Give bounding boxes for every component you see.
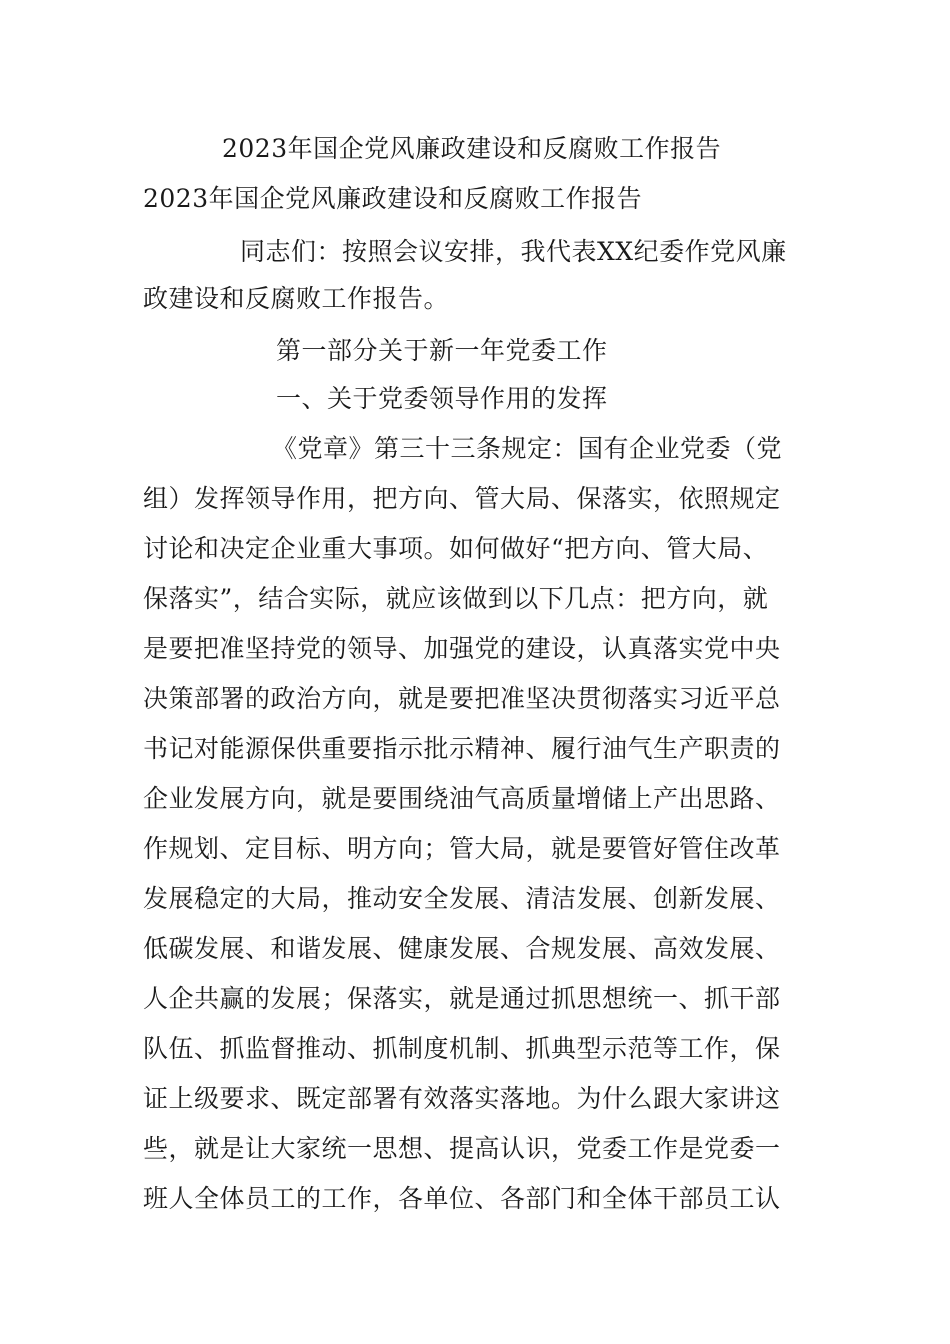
paragraph-line: 人企共赢的发展；保落实，就是通过抓思想统一、抓干部 xyxy=(143,984,781,1013)
paragraph-line: 企业发展方向，就是要围绕油气高质量增储上产出思路、 xyxy=(143,784,781,813)
paragraph-line: 《党章》第三十三条规定：国有企业党委（党 xyxy=(272,434,783,463)
opening-line-1: 同志们：按照会议安排，我代表XX纪委作党风廉 xyxy=(240,237,787,266)
paragraph-line: 队伍、抓监督推动、抓制度机制、抓典型示范等工作，保 xyxy=(143,1034,781,1063)
document-title: 2023年国企党风廉政建设和反腐败工作报告 xyxy=(222,134,722,163)
paragraph-line: 组）发挥领导作用，把方向、管大局、保落实，依照规定 xyxy=(143,484,781,513)
paragraph-line: 决策部署的政治方向，就是要把准坚决贯彻落实习近平总 xyxy=(143,684,781,713)
opening-line-2: 政建设和反腐败工作报告。 xyxy=(143,284,450,313)
paragraph-line: 是要把准坚持党的领导、加强党的建设，认真落实党中央 xyxy=(143,634,781,663)
paragraph-line: 发展稳定的大局，推动安全发展、清洁发展、创新发展、 xyxy=(143,884,781,913)
paragraph-line: 班人全体员工的工作，各单位、各部门和全体干部员工认 xyxy=(143,1184,781,1213)
paragraph-line: 保落实”，结合实际，就应该做到以下几点：把方向，就 xyxy=(143,584,769,613)
document-subtitle: 2023年国企党风廉政建设和反腐败工作报告 xyxy=(143,184,643,213)
paragraph-line: 证上级要求、既定部署有效落实落地。为什么跟大家讲这 xyxy=(143,1084,781,1113)
paragraph-line: 低碳发展、和谐发展、健康发展、合规发展、高效发展、 xyxy=(143,934,781,963)
paragraph-line: 讨论和决定企业重大事项。如何做好“把方向、管大局、 xyxy=(143,534,769,563)
section-heading: 第一部分关于新一年党委工作 xyxy=(276,336,608,365)
subsection-heading: 一、关于党委领导作用的发挥 xyxy=(276,384,608,413)
paragraph-line: 书记对能源保供重要指示批示精神、履行油气生产职责的 xyxy=(143,734,781,763)
paragraph-line: 些，就是让大家统一思想、提高认识，党委工作是党委一 xyxy=(143,1134,781,1163)
paragraph-line: 作规划、定目标、明方向；管大局，就是要管好管住改革 xyxy=(143,834,781,863)
